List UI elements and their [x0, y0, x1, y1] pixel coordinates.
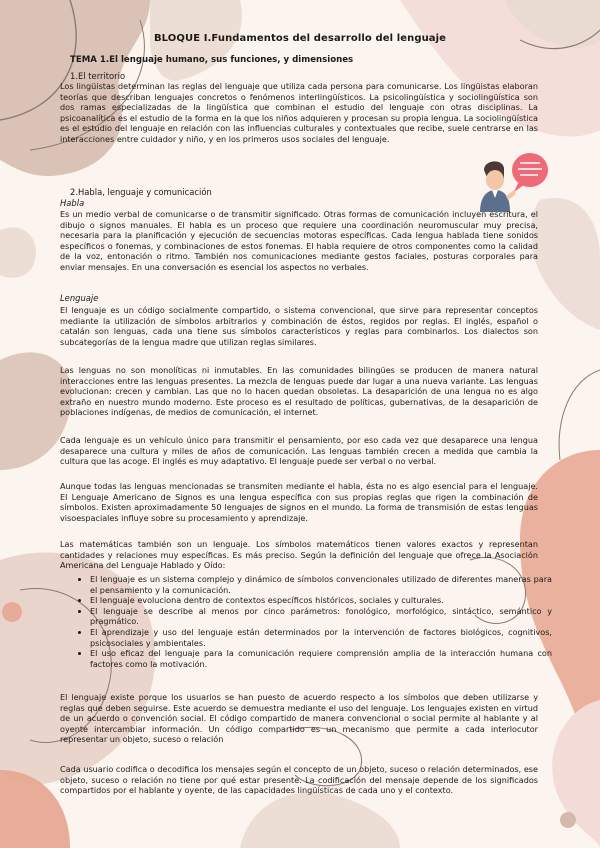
paragraph-lenguaje-4: Aunque todas las lenguas mencionadas se transmiten mediante el habla, ésta no es algo esencial para el lenguaje. El Lenguaje Americano de Signos es una lengua específica con sus propias reglas que rigen la combinación de símbolos. Existen aproximadamente 50 lenguajes de signos en el mundo. La forma de transmisión de estas lenguas visoespaciales influye sobre su procesamiento y aprendizaje. — [60, 481, 538, 523]
section-heading-territorio: 1.El territorio — [70, 71, 126, 81]
label-lenguaje: Lenguaje — [60, 293, 99, 303]
list-item: • El lenguaje es un sistema complejo y dinámico de símbolos convencionales utilizado de diferentes maneras para el pensamiento y la comunicación. — [90, 574, 552, 595]
list-item: • El lenguaje evoluciona dentro de contextos específicos históricos, sociales y culturales. — [90, 595, 552, 606]
paragraph-lenguaje-3: Cada lenguaje es un vehículo único para transmitir el pensamiento, por eso cada vez que desaparece una lengua desaparece una cultura y miles de años de comunicación. Las lenguas también crecen a medida que cambia la cultura que las acoge. El inglés es muy adaptativo. El lenguaje puede ser verbal o no verbal. — [60, 435, 538, 467]
list-item: • El lenguaje se describe al menos por cinco parámetros: fonológico, morfológico, sintáctico, semántico y pragmático. — [90, 606, 552, 627]
section-heading-habla-lenguaje: 2.Habla, lenguaje y comunicación — [70, 187, 212, 197]
list-item: • El uso eficaz del lenguaje para la comunicación requiere comprensión amplia de la interacción humana con factores como la motivación. — [90, 648, 552, 669]
definition-bullet-list — [76, 574, 552, 669]
paragraph-lenguaje-6: El lenguaje existe porque los usuarios se han puesto de acuerdo respecto a los símbolos que deben utilizarse y reglas que deben seguirse. Este acuerdo se demuestra mediante el uso del lenguaje. Los lenguajes existen en virtud de un acuerdo o convención social. El código compartido de manera convencional o social permite al hablante y al oyente intercambiar información. Un código compartido es un mecanismo que permite a cada interlocutor representar un objeto, suceso o relación — [60, 692, 538, 745]
label-habla: Habla — [60, 198, 85, 208]
document-subtitle: TEMA 1.El lenguaje humano, sus funciones, y dimensiones — [70, 55, 354, 65]
list-item: • El aprendizaje y uso del lenguaje están determinados por la intervención de factores biológicos, cognitivos, psicosociales y ambientales. — [90, 627, 552, 648]
paragraph-lenguaje-5: Las matemáticas también son un lenguaje. Los símbolos matemáticos tienen valores exactos y representan cantidades y relaciones muy específicas. Es más preciso. Según la definición del lenguaje que ofrece la Asociación Americana del Lenguaje Hablado y Oído: — [60, 539, 538, 571]
speaking-person-icon — [478, 150, 550, 212]
paragraph-lenguaje-7: Cada usuario codifica o decodifica los mensajes según el concepto de un objeto, suceso o relación determinados, ese objeto, suceso o relación no tiene por qué estar presente. La codificación del mensaje depende de los significados compartidos por el hablante y oyente, de las capacidades lingüísticas de cada uno y el contexto. — [60, 764, 538, 796]
paragraph-territorio: Los lingüistas determinan las reglas del lenguaje que utiliza cada persona para comunicarse. Los lingüistas elaboran teorías que describan lenguajes concretos o fenómenos interlingüísticos. La psicolingüística y sociolingüística son dos ramas especializadas de la lingüística que combinan el estudio del lenguaje con otras disciplinas. La psicoanalítica es el estudio de la forma en la que los niños adquieren y procesan su propia lengua. La sociolingüística es el estudio del lenguaje en relación con las influencias culturales y contextuales que recibe, suele centrarse en las interacciones entre cuidador y niño, y en los primeros usos sociales del lenguaje. — [60, 81, 538, 144]
document-title: BLOQUE I.Fundamentos del desarrollo del lenguaje — [153, 33, 447, 44]
paragraph-habla: Es un medio verbal de comunicarse o de transmitir significado. Otras formas de comunicación incluyen escritura, el dibujo o signos manuales. El habla es un proceso que requiere una coordinación neuromuscular muy precisa, necesaria para la planificación y ejecución de secuencias motoras específicas. Cada lengua hablada tiene sonidos específicos o fonemas, y combinaciones de estos fonemas. El habla requiere de otros componentes como la calidad de la voz, entonación o ritmo. También nos comunicaciones mediante gestos faciales, posturas corporales para enviar mensajes. En una conversación es esencial los aspectos no verbales. — [60, 209, 538, 272]
paragraph-lenguaje-2: Las lenguas no son monolíticas ni inmutables. En las comunidades bilingües se producen de manera natural interacciones entre las lenguas presentes. La mezcla de lenguas puede dar lugar a una nueva variante. Las lenguas evolucionan: crecen y cambian. Las que no lo hacen quedan obsoletas. La desaparición de una lengua no es algo extraño en nuestro mundo moderno. Este proceso es el resultado de políticas, gubernativas, de la desaparición de poblaciones indígenas, de medios de comunicación, el internet. — [60, 365, 538, 418]
paragraph-lenguaje-1: El lenguaje es un código socialmente compartido, o sistema convencional, que sirve para representar conceptos mediante la utilización de símbolos arbitrarios y combinación de éstos, regidos por reglas. El inglés, español o catalán son lenguas, cada una tiene sus símbolos característicos y reglas para combinarlos. Los dialectos son subcategorías de la lengua madre que utilizan reglas similares. — [60, 305, 538, 347]
